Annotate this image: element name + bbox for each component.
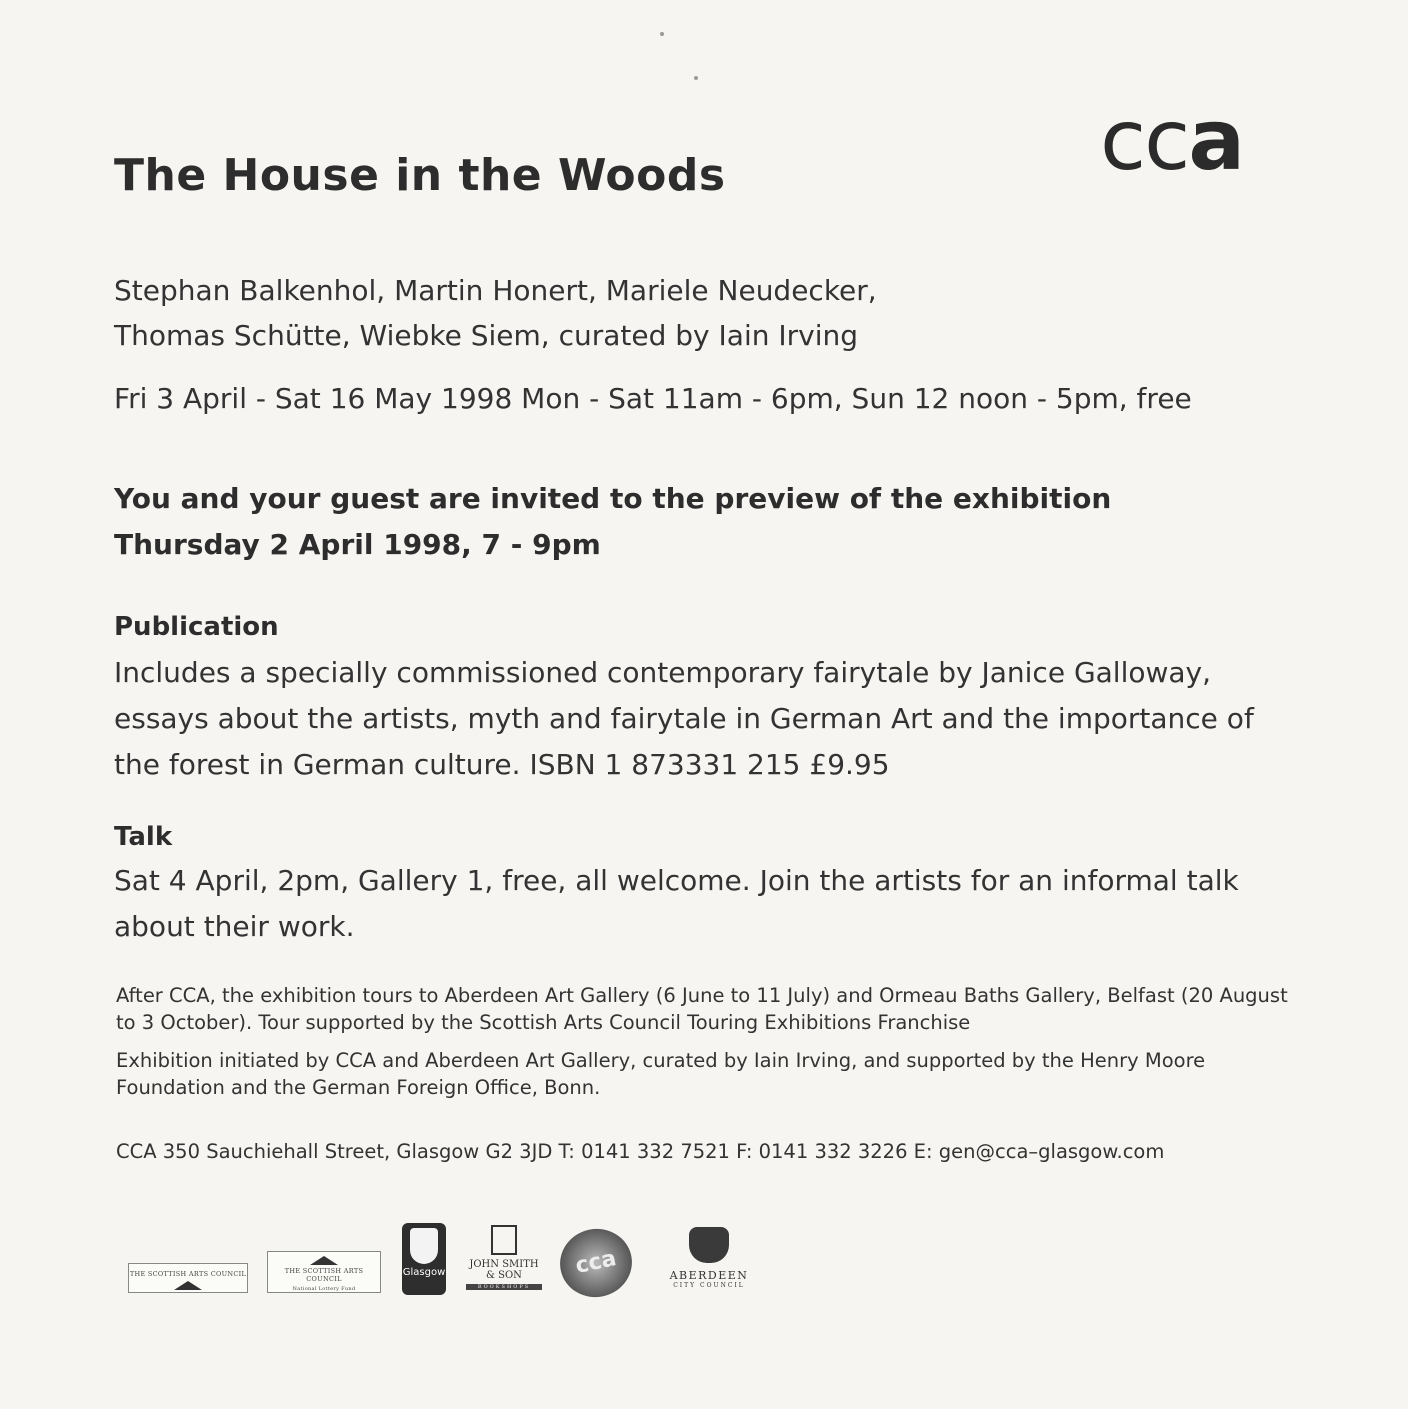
sac-lottery-sub: National Lottery Fund bbox=[292, 1286, 356, 1292]
artists-line-1: Stephan Balkenhol, Martin Honert, Mariele Neudecker, bbox=[114, 274, 877, 307]
glasgow-logo bbox=[402, 1223, 446, 1295]
invite-line-1: You and your guest are invited to the preview of the exhibition bbox=[114, 482, 1112, 515]
contact-info: CCA 350 Sauchiehall Street, Glasgow G2 3JD T: 0141 332 7521 F: 0141 332 3226 E: gen@cca–glasgow.com bbox=[116, 1140, 1165, 1163]
sac-name: THE SCOTTISH ARTS COUNCIL bbox=[129, 1270, 247, 1278]
aberdeen-line-1: ABERDEEN bbox=[669, 1269, 749, 1282]
aberdeen-line-2: CITY COUNCIL bbox=[673, 1282, 745, 1289]
john-smith-line-2: & SON bbox=[486, 1270, 522, 1281]
aberdeen-city-council-logo bbox=[664, 1227, 754, 1289]
paper-speck bbox=[660, 32, 664, 36]
preview-invitation bbox=[114, 476, 1111, 568]
scottish-arts-council-lottery-logo bbox=[267, 1251, 381, 1293]
exhibition-title: The House in the Woods bbox=[114, 150, 726, 201]
artists-list bbox=[114, 268, 877, 358]
exhibition-dates: Fri 3 April - Sat 16 May 1998 Mon - Sat 11am - 6pm, Sun 12 noon - 5pm, free bbox=[114, 382, 1192, 415]
sponsor-logos bbox=[0, 1215, 1408, 1315]
tour-note: After CCA, the exhibition tours to Aberdeen Art Gallery (6 June to 11 July) and Ormeau Baths Gallery, Belfast (20 August to 3 October). Tour supported by the Scottish Arts Council Touring Exhibitions Franchise bbox=[116, 984, 1288, 1034]
glasgow-label: Glasgow bbox=[402, 1267, 446, 1278]
initiated-note: Exhibition initiated by CCA and Aberdeen Art Gallery, curated by Iain Irving, and supported by the Henry Moore Foundation and the German Foreign Office, Bonn. bbox=[116, 1049, 1206, 1099]
scottish-arts-council-logo bbox=[128, 1263, 248, 1293]
john-smith-logo bbox=[466, 1225, 542, 1290]
talk-heading: Talk bbox=[114, 822, 173, 852]
john-smith-bar: BOOKSHOPS bbox=[466, 1284, 542, 1290]
logo-cc: cc bbox=[1100, 91, 1189, 189]
publication-text: Includes a specially commissioned contemporary fairytale by Janice Galloway, essays about the artists, myth and fairytale in German Art and the importance of the forest in German culture. ISBN 1 873331 215 £9.95 bbox=[114, 656, 1254, 781]
logo-a: a bbox=[1188, 91, 1244, 189]
glasgow-crest-icon bbox=[410, 1228, 438, 1264]
sac-lottery-name: THE SCOTTISH ARTS COUNCIL bbox=[284, 1267, 364, 1283]
john-smith-emblem-icon bbox=[491, 1225, 517, 1255]
artists-line-2: Thomas Schütte, Wiebke Siem, curated by Iain Irving bbox=[114, 319, 859, 352]
talk-text: Sat 4 April, 2pm, Gallery 1, free, all welcome. Join the artists for an informal talk about their work. bbox=[114, 864, 1239, 943]
sac-triangle-icon bbox=[174, 1281, 202, 1290]
invite-line-2: Thursday 2 April 1998, 7 - 9pm bbox=[114, 528, 601, 561]
aberdeen-arms-icon bbox=[689, 1227, 729, 1263]
cca-sponsor-logo: cca bbox=[554, 1222, 639, 1303]
sac-lottery-triangle-icon bbox=[310, 1256, 338, 1265]
john-smith-line-1: JOHN SMITH bbox=[469, 1259, 539, 1270]
cca-logo bbox=[1100, 91, 1244, 189]
paper-speck bbox=[694, 76, 698, 80]
publication-heading: Publication bbox=[114, 612, 279, 642]
